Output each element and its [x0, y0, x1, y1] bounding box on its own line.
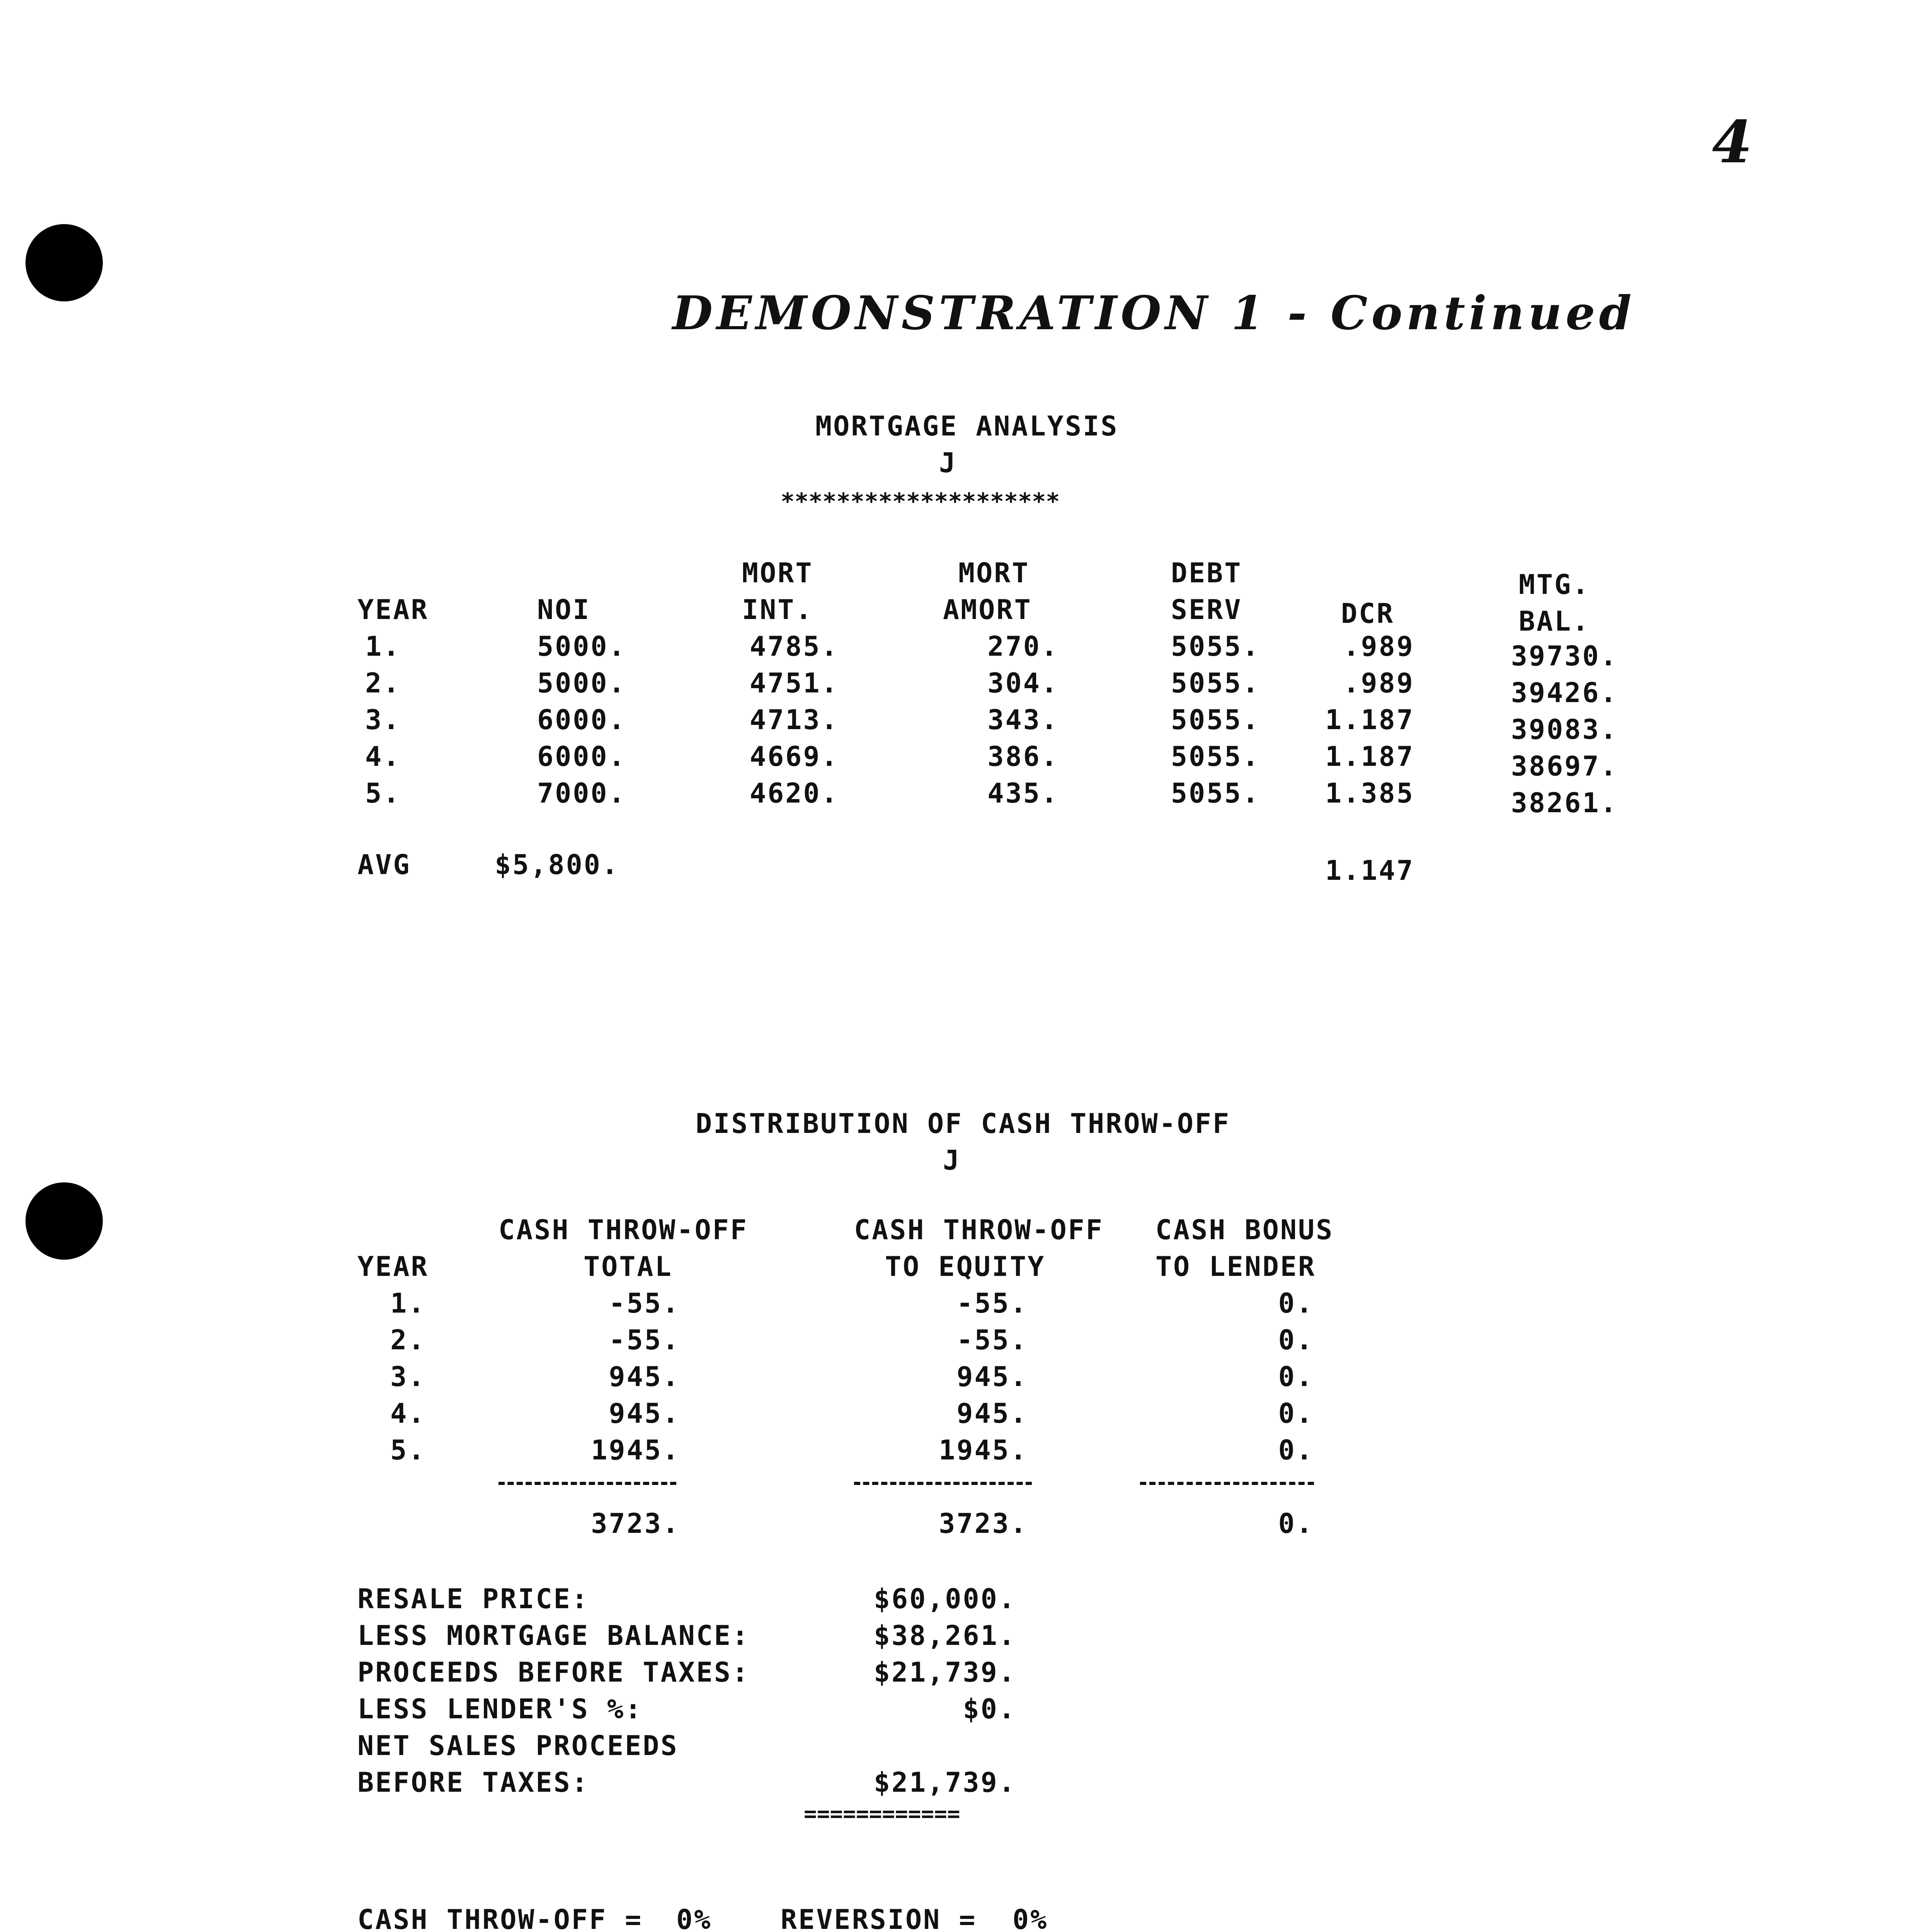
- mortgage-year: 2.: [365, 667, 401, 699]
- mortgage-dcr: .989: [1343, 667, 1414, 699]
- mortgage-int: 4785.: [750, 631, 839, 662]
- dist-year: 1.: [390, 1287, 426, 1319]
- dist-year: 3.: [390, 1361, 426, 1393]
- mortgage-year: 1.: [365, 631, 401, 662]
- page-number: 4: [1712, 108, 1753, 176]
- mortgage-stars: ********************: [781, 488, 1060, 515]
- dist-bonus: 0.: [1278, 1434, 1314, 1466]
- header-debt-2: SERV: [1171, 594, 1242, 626]
- dist-total-sum: 3723.: [591, 1508, 680, 1539]
- mortgage-debt: 5055.: [1171, 704, 1260, 736]
- header-int-2: INT.: [742, 594, 813, 626]
- header-noi: NOI: [537, 594, 591, 626]
- proceeds-label: PROCEEDS BEFORE TAXES:: [357, 1656, 750, 1688]
- lender-value: $0.: [963, 1693, 1016, 1725]
- total-rule-cash: [499, 1482, 676, 1485]
- dist-total: -55.: [609, 1324, 680, 1356]
- dist-bonus: 0.: [1278, 1324, 1314, 1356]
- net-double-rule: ============: [804, 1801, 960, 1827]
- mortgage-bal: 38697.: [1511, 750, 1618, 782]
- dist-header-equity-2: TO EQUITY: [885, 1251, 1046, 1282]
- mortgage-int: 4751.: [750, 667, 839, 699]
- mortgage-year: 5.: [365, 777, 401, 809]
- dist-bonus: 0.: [1278, 1398, 1314, 1429]
- punch-hole-top: [26, 224, 103, 301]
- total-rule-bonus: [1140, 1482, 1314, 1485]
- net-value: $21,739.: [873, 1767, 1016, 1798]
- less-mortgage-value: $38,261.: [873, 1620, 1016, 1651]
- mortgage-year: 3.: [365, 704, 401, 736]
- header-dcr: DCR: [1341, 598, 1395, 629]
- mortgage-amort: 386.: [987, 741, 1059, 772]
- header-int-1: MORT: [742, 557, 813, 589]
- dist-total: 945.: [609, 1398, 680, 1429]
- dist-year: 2.: [390, 1324, 426, 1356]
- mortgage-int: 4620.: [750, 777, 839, 809]
- mortgage-dcr: .989: [1343, 631, 1414, 662]
- mortgage-bal: 39083.: [1511, 714, 1618, 745]
- mortgage-noi: 6000.: [537, 741, 626, 772]
- dist-year: 5.: [390, 1434, 426, 1466]
- dist-total: 945.: [609, 1361, 680, 1393]
- net-label-line1: NET SALES PROCEEDS: [357, 1730, 679, 1762]
- mortgage-title: MORTGAGE ANALYSIS: [815, 410, 1119, 442]
- resale-label: RESALE PRICE:: [357, 1583, 589, 1615]
- dist-equity: 945.: [956, 1398, 1028, 1429]
- mortgage-noi: 6000.: [537, 704, 626, 736]
- mortgage-amort: 304.: [987, 667, 1059, 699]
- mortgage-debt: 5055.: [1171, 741, 1260, 772]
- avg-noi: $5,800.: [495, 849, 620, 881]
- cash-throw-off-value: 0%: [676, 1904, 712, 1932]
- dist-total: -55.: [609, 1287, 680, 1319]
- dist-bonus: 0.: [1278, 1287, 1314, 1319]
- header-bal-1: MTG.: [1519, 569, 1590, 600]
- dist-header-year: YEAR: [357, 1251, 429, 1282]
- mortgage-amort: 270.: [987, 631, 1059, 662]
- handwritten-heading: DEMONSTRATION 1 - Continued: [672, 286, 1635, 340]
- header-year: YEAR: [357, 594, 429, 626]
- mortgage-marker: J: [939, 447, 957, 479]
- mortgage-noi: 7000.: [537, 777, 626, 809]
- header-debt-1: DEBT: [1171, 557, 1242, 589]
- mortgage-amort: 435.: [987, 777, 1059, 809]
- mortgage-int: 4669.: [750, 741, 839, 772]
- punch-hole-middle: [26, 1182, 103, 1260]
- proceeds-value: $21,739.: [873, 1656, 1016, 1688]
- dist-bonus-sum: 0.: [1278, 1508, 1314, 1539]
- distribution-marker: J: [943, 1145, 961, 1176]
- dist-header-bonus-1: CASH BONUS: [1155, 1214, 1334, 1246]
- mortgage-year: 4.: [365, 741, 401, 772]
- dist-header-bonus-2: TO LENDER: [1155, 1251, 1316, 1282]
- dist-bonus: 0.: [1278, 1361, 1314, 1393]
- header-amort-2: AMORT: [943, 594, 1032, 626]
- distribution-title: DISTRIBUTION OF CASH THROW-OFF: [696, 1108, 1231, 1139]
- reversion-label: REVERSION =: [781, 1904, 977, 1932]
- mortgage-debt: 5055.: [1171, 777, 1260, 809]
- less-mortgage-label: LESS MORTGAGE BALANCE:: [357, 1620, 750, 1651]
- dist-equity: -55.: [956, 1287, 1028, 1319]
- dist-header-total-2: TOTAL: [584, 1251, 673, 1282]
- mortgage-dcr: 1.187: [1325, 704, 1414, 736]
- mortgage-bal: 39426.: [1511, 677, 1618, 709]
- mortgage-amort: 343.: [987, 704, 1059, 736]
- reversion-value: 0%: [1012, 1904, 1048, 1932]
- mortgage-bal: 39730.: [1511, 640, 1618, 672]
- mortgage-noi: 5000.: [537, 667, 626, 699]
- mortgage-dcr: 1.187: [1325, 741, 1414, 772]
- dist-header-total-1: CASH THROW-OFF: [499, 1214, 749, 1246]
- resale-value: $60,000.: [873, 1583, 1016, 1615]
- mortgage-int: 4713.: [750, 704, 839, 736]
- dist-total: 1945.: [591, 1434, 680, 1466]
- dist-header-equity-1: CASH THROW-OFF: [854, 1214, 1104, 1246]
- mortgage-debt: 5055.: [1171, 631, 1260, 662]
- dist-equity: -55.: [956, 1324, 1028, 1356]
- avg-dcr: 1.147: [1325, 855, 1414, 886]
- dist-equity: 1945.: [939, 1434, 1028, 1466]
- mortgage-noi: 5000.: [537, 631, 626, 662]
- header-bal-2: BAL.: [1519, 605, 1590, 637]
- mortgage-debt: 5055.: [1171, 667, 1260, 699]
- total-rule-equity: [854, 1482, 1032, 1485]
- dist-equity: 945.: [956, 1361, 1028, 1393]
- cash-throw-off-label: CASH THROW-OFF =: [357, 1904, 643, 1932]
- mortgage-bal: 38261.: [1511, 787, 1618, 819]
- dist-year: 4.: [390, 1398, 426, 1429]
- header-amort-1: MORT: [958, 557, 1030, 589]
- lender-label: LESS LENDER'S %:: [357, 1693, 643, 1725]
- avg-label: AVG: [357, 849, 411, 881]
- mortgage-dcr: 1.385: [1325, 777, 1414, 809]
- net-label-line2: BEFORE TAXES:: [357, 1767, 589, 1798]
- dist-equity-sum: 3723.: [939, 1508, 1028, 1539]
